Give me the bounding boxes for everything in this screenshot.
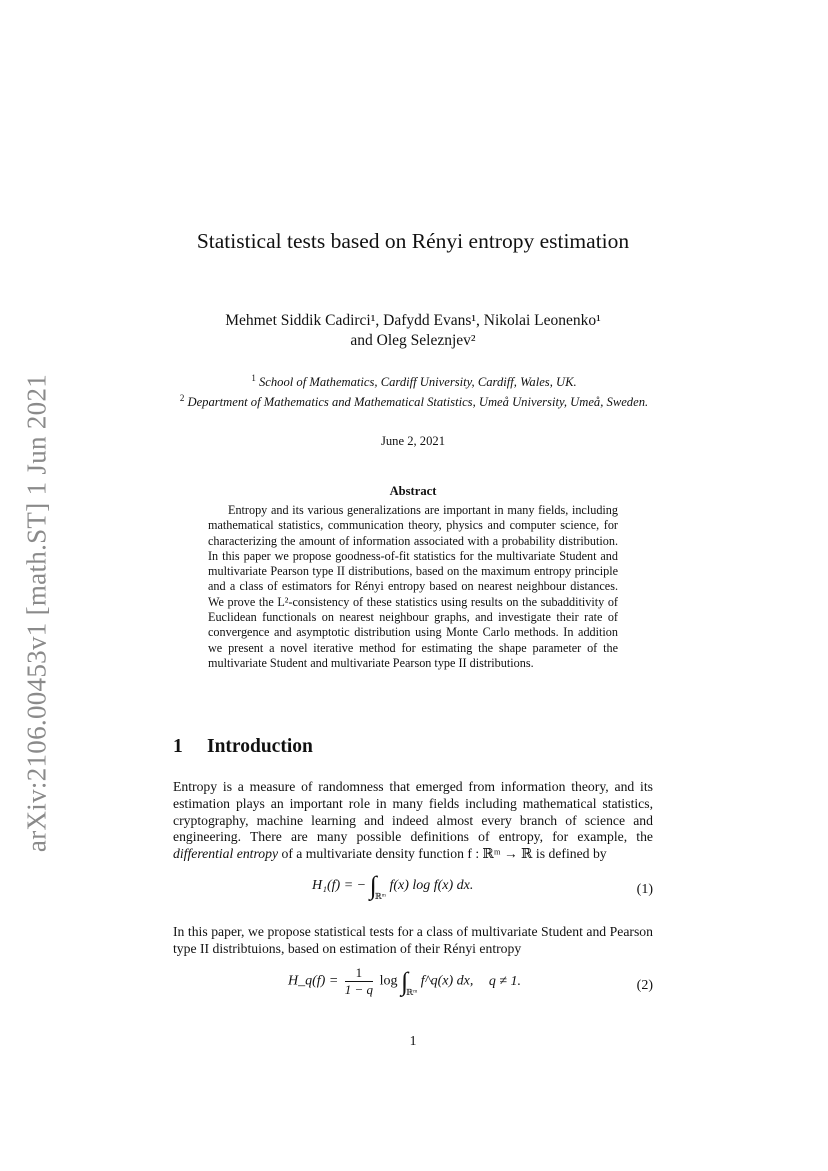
paper-title: Statistical tests based on Rényi entropy estimation [196, 229, 630, 253]
affiliation-1 [160, 370, 668, 390]
section-number: 1 [173, 736, 183, 757]
equation-2 [173, 965, 653, 1005]
eq2-fraction-denominator: 1 − q [344, 982, 374, 997]
eq2-lhs: H_q(f) = [288, 973, 339, 989]
equation-2-number: (2) [636, 978, 653, 993]
equation-1-number: (1) [636, 882, 653, 897]
eq2-integrand: f^q(x) dx, [420, 973, 474, 989]
affiliation-text: School of Mathematics, Cardiff University, Cardiff, Wales, UK. [259, 375, 577, 390]
affiliation-text: Department of Mathematics and Mathematical Statistics, Umeå University, Umeå, Sweden. [187, 395, 649, 410]
author-list [180, 311, 646, 351]
eq2-fraction-numerator: 1 [345, 965, 373, 982]
intro-paragraph-1 [173, 779, 653, 863]
page-number: 1 [409, 1033, 417, 1048]
affiliation-2 [160, 390, 668, 410]
authors-line-1: Mehmet Siddik Cadirci¹, Dafydd Evans¹, Nikolai Leonenko¹ [225, 312, 601, 329]
affiliations [160, 370, 668, 410]
integral-sign: ∫ [369, 871, 377, 900]
eq1-domain: ℝᵐ [374, 891, 386, 902]
intro-text-b: of a multivariate density function f : ℝᵐ → ℝ is defined by [278, 846, 607, 862]
intro-emphasis: differential entropy [173, 846, 279, 862]
affiliation-mark: 2 [179, 393, 185, 404]
eq1-lhs: H₁(f) = − [312, 878, 367, 894]
eq2-fraction [345, 965, 373, 998]
equation-1 [173, 873, 653, 913]
equation-2-body [288, 965, 521, 998]
paper-date: June 2, 2021 [380, 434, 445, 448]
authors-line-2: and Oleg Seleznjev² [350, 332, 476, 349]
equation-1-body [312, 873, 473, 902]
intro-text-a: Entropy is a measure of randomness that emerged from information theory, and its estimation plays an important role in many fields including mathematical statistics, cryptography, machine learning and indeed almost every branch of science and engineering. There are many possible definitions of entropy, for example, the [173, 779, 653, 845]
intro-paragraph-2: In this paper, we propose statistical tests for a class of multivariate Student and Pearson type II distribtuions, based on estimation of their Rényi entropy [173, 924, 653, 956]
section-title: Introduction [207, 736, 313, 757]
abstract-text: Entropy and its various generalizations are important in many fields, including mathematical statistics, communication theory, physics and computer science, for characterizing the amount of information associated with a probability distribution. In this paper we propose goodness-of-fit statistics for the multivariate Student and multivariate Pearson type II distributions, based on the maximum entropy principle and a class of estimators for Rényi entropy based on nearest neighbour distances. We prove the L²-consistency of these statistics using results on the subadditivity of Euclidean functionals on nearest neighbour graphs, and investigate their rate of convergence and asymptotic distribution using Monte Carlo methods. In addition we present a novel iterative method for estimating the shape parameter of the multivariate Student and multivariate Pearson type II distributions. [208, 503, 618, 670]
eq2-condition: q ≠ 1. [488, 973, 522, 989]
arxiv-identifier-stamp: arXiv:2106.00453v1 [math.ST] 1 Jun 2021 [21, 373, 52, 853]
affiliation-mark: 1 [251, 373, 256, 383]
integral-sign: ∫ [400, 966, 409, 996]
eq1-integrand: f(x) log f(x) dx. [389, 878, 474, 894]
section-heading [173, 736, 313, 758]
abstract-heading: Abstract [389, 484, 437, 498]
eq2-log: log [379, 973, 398, 989]
eq2-domain: ℝᵐ [406, 986, 418, 997]
